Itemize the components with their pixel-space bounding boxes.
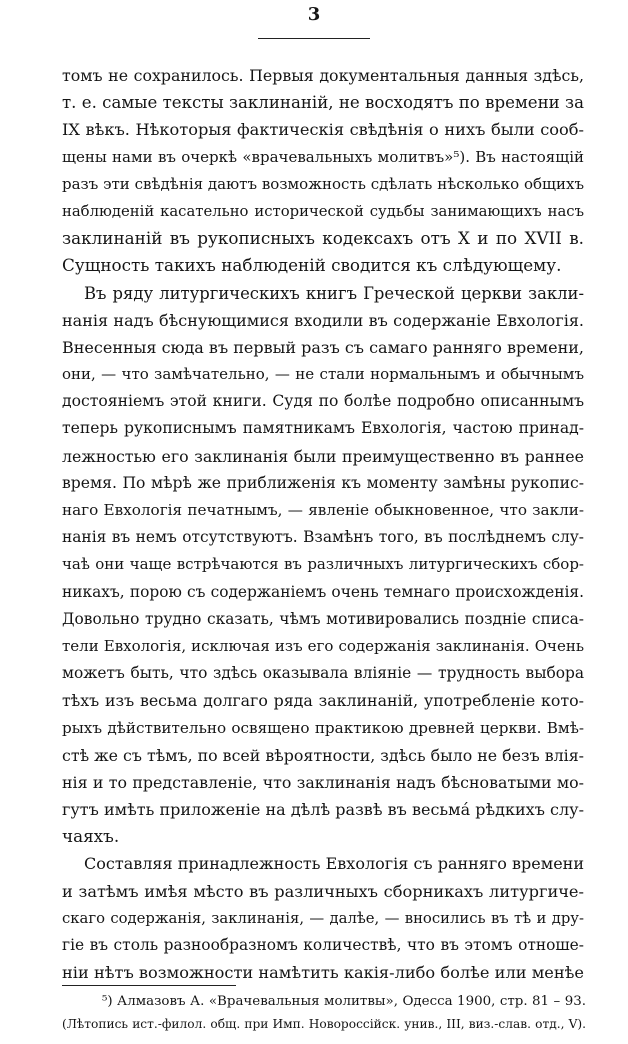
text-line: разъ эти свѣдѣнія даютъ возможность сдѣлать нѣсколько общихъ xyxy=(62,174,584,193)
text-line: гіе въ столь разнообразномъ количествѣ, что въ этомъ отноше- xyxy=(62,936,584,954)
text-line: чаѣ они чаще встрѣчаются въ различныхъ литургическихъ сбор- xyxy=(62,555,584,574)
text-line: можетъ быть, что здѣсь оказывала вліяніе — трудность выбора xyxy=(62,664,584,683)
text-line: и затѣмъ имѣя мѣсто въ различныхъ сборникахъ литургиче- xyxy=(62,881,584,901)
footnotes xyxy=(62,991,586,1035)
text-line: тели Евхологія, исключая изъ его содержанія заклинанія. Очень xyxy=(62,636,584,655)
text-line: нанія надъ бѣснующимися входили въ содержаніе Евхологія. xyxy=(62,310,584,330)
text-line: тѣхъ изъ весьма долгаго ряда заклинаній, употребленіе кото- xyxy=(62,691,584,711)
text-line: Внесенныя сюда въ первый разъ съ самаго ранняго времени, xyxy=(62,337,585,357)
text-line: Въ ряду литургическихъ книгъ Греческой церкви закли- xyxy=(84,283,584,303)
text-line: заклинаній въ рукописныхъ кодексахъ отъ X и по XVII в. xyxy=(62,228,584,249)
text-line: Довольно трудно сказать, чѣмъ мотивировались поздніе списа- xyxy=(62,609,584,628)
text-line: Сущность такихъ наблюденій сводится къ слѣдующему. xyxy=(62,255,562,276)
text-line: рыхъ дѣйствительно освящено практикою древней церкви. Вмѣ- xyxy=(62,718,584,737)
text-line: никахъ, порою съ содержаніемъ очень темнаго происхожденія. xyxy=(62,582,584,601)
text-line: наблюденій касательно исторической судьбы занимающихъ насъ xyxy=(62,202,584,220)
text-line: томъ не сохранилось. Первыя документальныя данныя здѣсь, xyxy=(62,66,584,85)
text-line: теперь рукописнымъ памятникамъ Евхологія, частою принад- xyxy=(62,419,584,438)
text-line: ніи нѣтъ возможности намѣтить какія-либо болѣе или менѣе xyxy=(62,963,584,983)
text-line: время. По мѣрѣ же приближенія къ моменту замѣны рукопис- xyxy=(62,473,584,492)
text-line: наго Евхологія печатнымъ, — явленіе обыкновенное, что закли- xyxy=(62,501,584,519)
text-line: т. е. самые тексты заклинаній, не восходятъ по времени за xyxy=(62,93,584,113)
body-text xyxy=(62,62,584,986)
text-line: нанія въ немъ отсутствуютъ. Взамѣнъ того, въ послѣднемъ слу- xyxy=(62,528,584,547)
text-line: гутъ имѣть приложеніе на дѣлѣ развѣ въ весьмá рѣдкихъ слу- xyxy=(62,800,584,820)
text-line: Составляя принадлежность Евхологія съ ранняго времени xyxy=(84,854,584,874)
footnote-rule xyxy=(62,985,236,986)
header-rule xyxy=(258,38,370,39)
text-line: нія и то представленіе, что заклинанія надъ бѣсноватыми мо- xyxy=(62,772,584,792)
text-line: достояніемъ этой книги. Судя по болѣе подробно описаннымъ xyxy=(62,392,584,411)
footnote-line: (Лѣтопись ист.-филол. общ. при Имп. Новороссійск. унив., III, виз.-слав. отд., V). xyxy=(62,1017,586,1031)
page-number: 3 xyxy=(307,4,321,25)
text-line: IX вѣкъ. Нѣкоторыя фактическія свѣдѣнія о нихъ были сооб- xyxy=(62,120,584,140)
text-line: чаяхъ. xyxy=(62,826,120,847)
text-line: они, — что замѣчательно, — не стали нормальнымъ и обычнымъ xyxy=(62,365,584,384)
text-line: стѣ же съ тѣмъ, по всей вѣроятности, здѣсь было не безъ влія- xyxy=(62,745,584,765)
footnote-line: ⁵) Алмазовъ А. «Врачевальныя молитвы», Одесса 1900, стр. 81 – 93. xyxy=(102,994,586,1009)
text-line: щены нами въ очеркѣ «врачевальныхъ молитвъ»⁵). Въ настоящій xyxy=(62,147,584,166)
text-line: скаго содержанія, заклинанія, — далѣе, — вносились въ тѣ и дру- xyxy=(62,909,584,927)
text-line: лежностью его заклинанія были преимущественно въ раннее xyxy=(62,446,584,466)
